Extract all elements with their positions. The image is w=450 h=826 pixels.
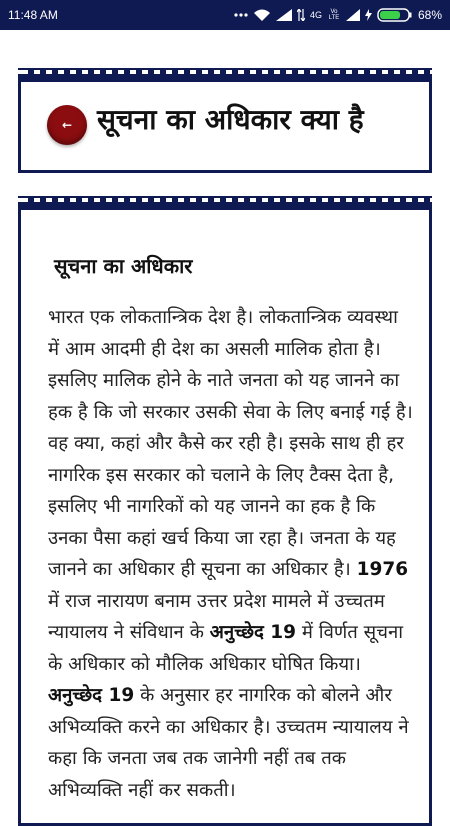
bold-text-run: 1976: [356, 559, 409, 580]
text-run: में विर्णत सूचना के अधिकार को मौलिक अधिकार घोषित किया।: [48, 622, 404, 675]
more-dots-icon: [234, 13, 248, 17]
back-arrow-icon: ←: [61, 118, 73, 132]
network-type: 4G: [309, 9, 322, 20]
title-card: [18, 78, 432, 173]
back-button[interactable]: [47, 105, 87, 145]
text-run: में राज नारायण बनाम उत्तर प्रदेश मामले में उच्चतम न्यायालय ने संविधान के: [48, 590, 385, 643]
text-run: के अनुसार हर नागरिक को बोलने और अभिव्यक्ति करने का अधिकार है। उच्चतम न्यायालय ने कहा कि जनता जब तक जानेगी नहीं तब तक अभिव्यक्ति नहीं कर सकती।: [48, 685, 409, 801]
content-card: [18, 206, 432, 826]
bold-text-run: अनुच्छेद 19: [48, 685, 135, 706]
status-icons: [234, 8, 442, 22]
page-title: सूचना का अधिकार क्या है: [97, 103, 364, 136]
battery-icon: [377, 8, 413, 22]
battery-percent: 68%: [417, 8, 442, 22]
crenellated-border: [18, 68, 432, 82]
article-body: [48, 302, 413, 806]
signal-icon: [276, 9, 292, 21]
status-bar: [0, 0, 450, 30]
section-heading: सूचना का अधिकार: [54, 254, 193, 278]
status-time: 11:48 AM: [8, 8, 58, 22]
bold-text-run: अनुच्छेद 19: [209, 622, 296, 643]
data-arrows-icon: [297, 9, 305, 21]
signal-icon-2: [346, 9, 360, 21]
wifi-icon: [253, 9, 271, 22]
crenellated-border: [18, 196, 432, 210]
volte-label: Vo LTE: [328, 9, 340, 21]
charging-bolt-icon: [365, 9, 372, 21]
text-run: भारत एक लोकतान्त्रिक देश है। लोकतान्त्रिक व्यवस्था में आम आदमी ही देश का असली मालिक होता है। इसलिए मालिक होने के नाते जनता को यह जानने का हक है कि जो सरकार उसकी सेवा के लिए बनाई गई है। वह क्या, कहां और कैसे कर रही है। इसके साथ ही हर नागरिक इस सरकार को चलाने के लिए टैक्स देता है, इसलिए भी नागरिकों को यह जानने का हक है कि उनका पैसा कहां खर्च किया जा रहा है। जनता के यह जानने का अधिकार ही सूचना का अधिकार है।: [48, 307, 413, 580]
